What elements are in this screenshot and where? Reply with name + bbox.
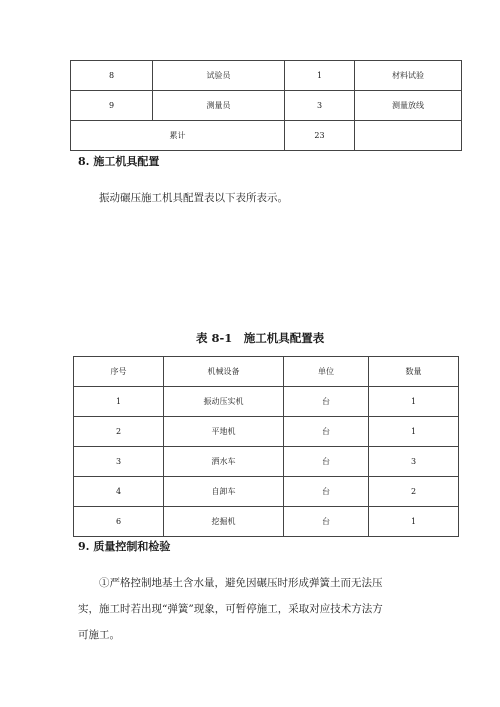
total-label: 累计 [71, 121, 285, 151]
staff-duty: 材料试验 [355, 61, 462, 91]
total-duty [355, 121, 462, 151]
table-row [71, 61, 462, 91]
staff-role: 测量员 [153, 91, 285, 121]
row-number: 6 [74, 507, 164, 537]
equipment-unit: 台 [284, 477, 369, 507]
table-row [71, 91, 462, 121]
staff-duty: 测量放线 [355, 91, 462, 121]
total-row [71, 121, 462, 151]
equipment-quantity: 1 [369, 417, 459, 447]
table-header-row [74, 357, 459, 387]
section-8-title: 8. 施工机具配置 [78, 155, 160, 168]
equipment-quantity: 3 [369, 447, 459, 477]
equipment-name: 自卸车 [164, 477, 284, 507]
section-9-title: 9. 质量控制和检验 [78, 540, 171, 553]
equipment-quantity: 1 [369, 507, 459, 537]
staff-table [70, 60, 462, 151]
section-9-paragraph-line: 实，施工时若出现“弹簧”现象，可暂停施工，采取对应技术方法方 [78, 603, 383, 615]
equipment-name: 挖掘机 [164, 507, 284, 537]
equipment-name: 平地机 [164, 417, 284, 447]
section-8-text: 振动碾压施工机具配置表以下表所表示。 [99, 192, 288, 204]
section-9-paragraph-line: ①严格控制地基土含水量，避免因碾压时形成弹簧土而无法压 [99, 577, 383, 589]
equipment-unit: 台 [284, 417, 369, 447]
row-number: 9 [71, 91, 153, 121]
row-number: 2 [74, 417, 164, 447]
equipment-unit: 台 [284, 507, 369, 537]
equipment-name: 振动压实机 [164, 387, 284, 417]
staff-count: 1 [285, 61, 355, 91]
row-number: 8 [71, 61, 153, 91]
table-row [74, 447, 459, 477]
equipment-table-caption: 表 8-1 施工机具配置表 [196, 331, 325, 345]
header-index: 序号 [74, 357, 164, 387]
equipment-unit: 台 [284, 447, 369, 477]
row-number: 4 [74, 477, 164, 507]
equipment-name: 洒水车 [164, 447, 284, 477]
equipment-quantity: 1 [369, 387, 459, 417]
table-row [74, 387, 459, 417]
total-count: 23 [285, 121, 355, 151]
section-9-paragraph-line: 可施工。 [78, 629, 120, 641]
staff-count: 3 [285, 91, 355, 121]
row-number: 3 [74, 447, 164, 477]
row-number: 1 [74, 387, 164, 417]
staff-role: 试验员 [153, 61, 285, 91]
equipment-unit: 台 [284, 387, 369, 417]
header-quantity: 数量 [369, 357, 459, 387]
header-unit: 单位 [284, 357, 369, 387]
equipment-quantity: 2 [369, 477, 459, 507]
table-row [74, 507, 459, 537]
header-equipment: 机械设备 [164, 357, 284, 387]
table-row [74, 417, 459, 447]
equipment-table [73, 356, 459, 537]
table-row [74, 477, 459, 507]
